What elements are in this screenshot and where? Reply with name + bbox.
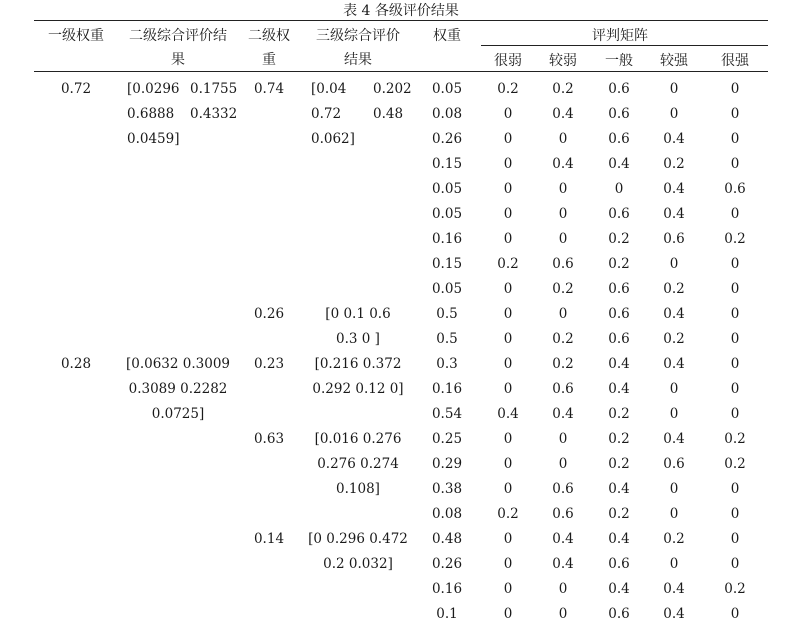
matrix-cell-very-weak: 0 — [503, 281, 513, 297]
header-weight: 权重 — [433, 28, 461, 44]
matrix-cell-weight: 0.5 — [436, 331, 458, 347]
matrix-cell-average: 0.4 — [608, 156, 630, 172]
matrix-cell-weak: 0.6 — [552, 381, 574, 397]
level3-result-line: 0.108] — [336, 481, 380, 497]
header-grade-strong: 较强 — [660, 53, 688, 69]
matrix-cell-average: 0.4 — [608, 381, 630, 397]
matrix-cell-strong: 0.4 — [663, 606, 685, 622]
matrix-cell-weak: 0.4 — [552, 106, 574, 122]
matrix-cell-strong: 0 — [669, 556, 679, 572]
matrix-cell-average: 0.2 — [608, 431, 630, 447]
matrix-cell-weak: 0.4 — [552, 406, 574, 422]
matrix-cell-very-strong: 0.2 — [724, 431, 746, 447]
matrix-cell-very-strong: 0 — [730, 506, 740, 522]
matrix-cell-strong: 0.4 — [663, 356, 685, 372]
matrix-cell-very-weak: 0 — [503, 606, 513, 622]
matrix-cell-strong: 0 — [669, 106, 679, 122]
matrix-cell-very-strong: 0 — [730, 156, 740, 172]
matrix-cell-very-strong: 0 — [730, 256, 740, 272]
matrix-cell-weight: 0.54 — [431, 406, 463, 422]
matrix-cell-weak: 0.4 — [552, 556, 574, 572]
matrix-cell-very-strong: 0 — [730, 356, 740, 372]
header-level1-weight: 一级权重 — [48, 28, 104, 44]
level2-result-line: 0.0459] — [127, 131, 180, 147]
matrix-cell-very-strong: 0 — [730, 381, 740, 397]
matrix-cell-weak: 0 — [558, 431, 568, 447]
level2-result-part: [0.0296 — [127, 81, 180, 97]
level3-result-line: 0.062] — [311, 131, 355, 147]
header-level2-weight: 二级权 — [248, 28, 290, 44]
matrix-cell-strong: 0.6 — [663, 231, 685, 247]
matrix-cell-weak: 0 — [558, 306, 568, 322]
matrix-cell-very-strong: 0 — [730, 306, 740, 322]
table-header-rule — [34, 71, 768, 72]
matrix-cell-very-strong: 0 — [730, 556, 740, 572]
header-grade-weak: 较弱 — [549, 53, 577, 69]
level2-weight-value: 0.23 — [253, 356, 285, 372]
matrix-cell-average: 0.6 — [608, 131, 630, 147]
matrix-cell-strong: 0.4 — [663, 431, 685, 447]
matrix-cell-weight: 0.15 — [431, 256, 463, 272]
matrix-cell-very-weak: 0 — [503, 356, 513, 372]
matrix-cell-strong: 0.4 — [663, 181, 685, 197]
level3-result-part: 0.48 — [373, 106, 404, 122]
matrix-header-rule — [481, 45, 768, 46]
matrix-cell-strong: 0.4 — [663, 206, 685, 222]
matrix-cell-weak: 0 — [558, 231, 568, 247]
header-level2-result-cont: 果 — [171, 52, 185, 68]
matrix-cell-average: 0.6 — [608, 281, 630, 297]
level3-result-part: 0.72 — [311, 106, 342, 122]
matrix-cell-strong: 0.4 — [663, 131, 685, 147]
matrix-cell-weak: 0.2 — [552, 281, 574, 297]
matrix-cell-strong: 0.2 — [663, 156, 685, 172]
matrix-cell-weak: 0 — [558, 131, 568, 147]
matrix-cell-average: 0.2 — [608, 456, 630, 472]
matrix-cell-weak: 0.4 — [552, 156, 574, 172]
level1-weight-value: 0.28 — [60, 356, 92, 372]
level1-weight-value: 0.72 — [60, 81, 92, 97]
level3-result-line: [0 0.296 0.472 — [308, 531, 408, 547]
matrix-cell-very-weak: 0 — [503, 231, 513, 247]
matrix-cell-strong: 0.4 — [663, 306, 685, 322]
matrix-cell-weight: 0.38 — [431, 481, 463, 497]
matrix-cell-average: 0.6 — [608, 81, 630, 97]
matrix-cell-average: 0.4 — [608, 581, 630, 597]
matrix-cell-weight: 0.26 — [431, 556, 463, 572]
matrix-cell-average: 0.4 — [608, 481, 630, 497]
matrix-cell-very-strong: 0.2 — [724, 456, 746, 472]
matrix-cell-very-weak: 0 — [503, 581, 513, 597]
matrix-cell-very-weak: 0 — [503, 156, 513, 172]
matrix-cell-strong: 0 — [669, 381, 679, 397]
level3-result-line: 0.276 0.274 — [317, 456, 399, 472]
matrix-cell-very-weak: 0 — [503, 106, 513, 122]
matrix-cell-weight: 0.08 — [431, 106, 463, 122]
level2-result-line: [0.0632 0.3009 — [125, 356, 231, 372]
matrix-cell-strong: 0.6 — [663, 456, 685, 472]
matrix-cell-very-weak: 0 — [503, 131, 513, 147]
matrix-cell-weak: 0.6 — [552, 506, 574, 522]
matrix-cell-weak: 0 — [558, 581, 568, 597]
header-level3-result: 三级综合评价 — [316, 28, 400, 44]
matrix-cell-weak: 0.2 — [552, 331, 574, 347]
level3-result-part: 0.202 — [373, 81, 412, 97]
matrix-cell-strong: 0.4 — [663, 581, 685, 597]
matrix-cell-weight: 0.05 — [431, 181, 463, 197]
level2-result-line: 0.3089 0.2282 — [128, 381, 228, 397]
level3-result-line: [0.016 0.276 — [314, 431, 402, 447]
level2-result-line: 0.0725] — [151, 406, 205, 422]
matrix-cell-weight: 0.08 — [431, 506, 463, 522]
matrix-cell-weight: 0.25 — [431, 431, 463, 447]
header-grade-average: 一般 — [605, 53, 633, 69]
matrix-cell-weight: 0.48 — [431, 531, 463, 547]
matrix-cell-weight: 0.05 — [431, 206, 463, 222]
matrix-cell-very-weak: 0.4 — [497, 406, 519, 422]
matrix-cell-weight: 0.16 — [431, 581, 463, 597]
level3-result-line: [0.216 0.372 — [314, 356, 402, 372]
matrix-cell-weight: 0.16 — [431, 231, 463, 247]
matrix-cell-average: 0.6 — [608, 606, 630, 622]
matrix-cell-weak: 0 — [558, 606, 568, 622]
header-level3-result-cont: 结果 — [344, 52, 372, 68]
matrix-cell-very-weak: 0 — [503, 556, 513, 572]
matrix-cell-very-strong: 0 — [730, 281, 740, 297]
matrix-cell-weight: 0.05 — [431, 81, 463, 97]
matrix-cell-very-strong: 0 — [730, 331, 740, 347]
matrix-cell-very-weak: 0 — [503, 431, 513, 447]
matrix-cell-weight: 0.05 — [431, 281, 463, 297]
matrix-cell-very-weak: 0 — [503, 206, 513, 222]
matrix-cell-strong: 0.2 — [663, 331, 685, 347]
level3-result-line: 0.3 0 ] — [336, 331, 380, 347]
matrix-cell-very-weak: 0 — [503, 331, 513, 347]
matrix-cell-very-strong: 0 — [730, 81, 740, 97]
level2-weight-value: 0.74 — [253, 81, 285, 97]
matrix-cell-average: 0.2 — [608, 256, 630, 272]
matrix-cell-strong: 0 — [669, 506, 679, 522]
matrix-cell-very-weak: 0.2 — [497, 81, 519, 97]
matrix-cell-strong: 0.2 — [663, 531, 685, 547]
table-top-rule — [34, 20, 768, 21]
matrix-cell-very-strong: 0.2 — [724, 581, 746, 597]
matrix-cell-very-strong: 0 — [730, 481, 740, 497]
matrix-cell-very-strong: 0.6 — [724, 181, 746, 197]
matrix-cell-strong: 0 — [669, 481, 679, 497]
matrix-cell-weight: 0.5 — [436, 306, 458, 322]
matrix-cell-average: 0.2 — [608, 406, 630, 422]
matrix-cell-average: 0.6 — [608, 106, 630, 122]
header-grade-very-strong: 很强 — [721, 53, 749, 69]
matrix-cell-weak: 0.4 — [552, 531, 574, 547]
matrix-cell-average: 0.4 — [608, 531, 630, 547]
matrix-cell-average: 0.2 — [608, 231, 630, 247]
matrix-cell-average: 0.4 — [608, 356, 630, 372]
matrix-cell-very-strong: 0 — [730, 606, 740, 622]
matrix-cell-very-strong: 0 — [730, 131, 740, 147]
matrix-cell-average: 0.6 — [608, 556, 630, 572]
matrix-cell-very-weak: 0.2 — [497, 256, 519, 272]
matrix-cell-average: 0 — [614, 181, 624, 197]
matrix-cell-weak: 0 — [558, 456, 568, 472]
matrix-cell-very-weak: 0 — [503, 531, 513, 547]
matrix-cell-weight: 0.15 — [431, 156, 463, 172]
matrix-cell-weak: 0 — [558, 206, 568, 222]
matrix-cell-very-weak: 0 — [503, 381, 513, 397]
matrix-cell-strong: 0.2 — [663, 281, 685, 297]
matrix-cell-weight: 0.1 — [436, 606, 458, 622]
matrix-cell-average: 0.6 — [608, 306, 630, 322]
matrix-cell-very-strong: 0 — [730, 206, 740, 222]
matrix-cell-weak: 0.6 — [552, 256, 574, 272]
level2-weight-value: 0.26 — [253, 306, 285, 322]
matrix-cell-weight: 0.29 — [431, 456, 463, 472]
level2-result-part: 0.1755 — [190, 81, 238, 97]
matrix-cell-very-weak: 0.2 — [497, 506, 519, 522]
matrix-cell-weak: 0 — [558, 181, 568, 197]
table-caption: 表 4 各级评价结果 — [343, 3, 459, 19]
header-grade-very-weak: 很弱 — [494, 53, 522, 69]
matrix-cell-very-weak: 0 — [503, 181, 513, 197]
matrix-cell-average: 0.2 — [608, 506, 630, 522]
level3-result-line: 0.292 0.12 0] — [312, 381, 404, 397]
matrix-cell-weight: 0.26 — [431, 131, 463, 147]
level2-weight-value: 0.63 — [253, 431, 285, 447]
matrix-cell-very-strong: 0 — [730, 406, 740, 422]
matrix-cell-weak: 0.2 — [552, 356, 574, 372]
level3-result-line: [0 0.1 0.6 — [325, 306, 391, 322]
matrix-cell-strong: 0 — [669, 406, 679, 422]
matrix-cell-very-strong: 0 — [730, 531, 740, 547]
matrix-cell-very-strong: 0.2 — [724, 231, 746, 247]
level3-result-line: 0.2 0.032] — [323, 556, 393, 572]
matrix-cell-weak: 0.2 — [552, 81, 574, 97]
matrix-cell-weight: 0.16 — [431, 381, 463, 397]
matrix-cell-very-weak: 0 — [503, 481, 513, 497]
matrix-cell-average: 0.6 — [608, 206, 630, 222]
level2-result-part: 0.4332 — [190, 106, 238, 122]
level2-result-part: 0.6888 — [127, 106, 175, 122]
matrix-cell-weak: 0.6 — [552, 481, 574, 497]
matrix-cell-strong: 0 — [669, 256, 679, 272]
header-level2-result: 二级综合评价结 — [129, 28, 227, 44]
level3-result-part: [0.04 — [311, 81, 347, 97]
matrix-cell-very-weak: 0 — [503, 306, 513, 322]
level2-weight-value: 0.14 — [253, 531, 285, 547]
header-evaluation-matrix: 评判矩阵 — [592, 28, 648, 44]
matrix-cell-very-strong: 0 — [730, 106, 740, 122]
matrix-cell-strong: 0 — [669, 81, 679, 97]
matrix-cell-average: 0.6 — [608, 331, 630, 347]
header-level2-weight-cont: 重 — [262, 52, 276, 68]
matrix-cell-very-weak: 0 — [503, 456, 513, 472]
matrix-cell-weight: 0.3 — [436, 356, 458, 372]
